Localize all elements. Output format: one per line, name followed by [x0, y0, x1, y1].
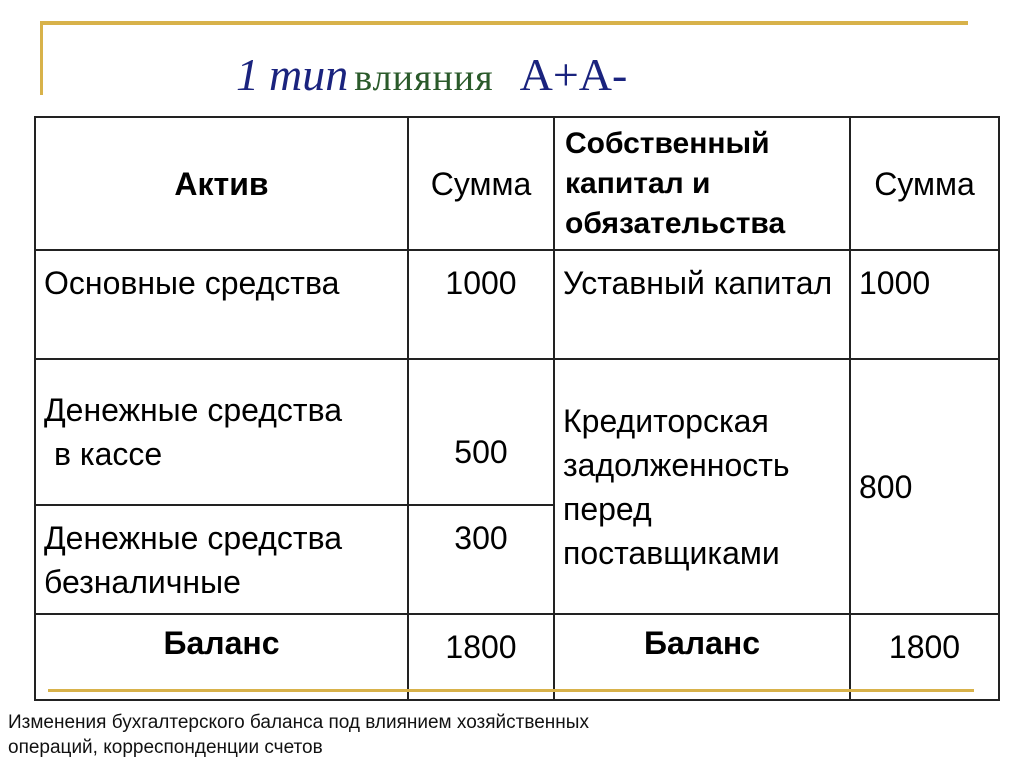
header-asset: Актив	[35, 117, 408, 250]
charter-capital-value: 1000	[850, 250, 999, 359]
table-row	[35, 359, 999, 505]
charter-capital-label: Уставный капитал	[554, 250, 850, 359]
decorative-left-line	[40, 21, 43, 95]
slide-title	[236, 40, 627, 110]
cash-in-hand-value: 500	[408, 359, 554, 505]
fixed-assets-label: Основные средства	[35, 250, 408, 359]
title-word-influence: влияния	[354, 57, 494, 99]
cash-noncash-value: 300	[408, 505, 554, 614]
cash-in-hand-label	[35, 359, 408, 505]
balance-right-value: 1800	[850, 614, 999, 700]
table-header-row	[35, 117, 999, 250]
title-formula: А+А-	[519, 49, 628, 100]
table-row	[35, 250, 999, 359]
header-equity-liabilities: Собственный капитал и обязательства	[554, 117, 850, 250]
fixed-assets-value: 1000	[408, 250, 554, 359]
balance-table	[34, 116, 1000, 701]
decorative-bottom-line	[48, 689, 974, 692]
payables-label: Кредиторская задолженность перед поставщиками	[554, 359, 850, 614]
balance-row	[35, 614, 999, 700]
header-sum-left: Сумма	[408, 117, 554, 250]
cash-in-hand-label-line2: в кассе	[54, 436, 163, 472]
footer-caption: Изменения бухгалтерского баланса под влиянием хозяйственных операций, корреспонденции счетов	[8, 712, 589, 758]
balance-left-value: 1800	[408, 614, 554, 700]
title-number: 1	[236, 49, 259, 100]
title-word-type: тип	[269, 49, 349, 100]
cash-in-hand-label-line1: Денежные средства	[44, 392, 342, 428]
payables-value: 800	[850, 359, 999, 614]
header-sum-right: Сумма	[850, 117, 999, 250]
decorative-top-line	[40, 21, 968, 25]
balance-left-label: Баланс	[35, 614, 408, 700]
cash-noncash-label: Денежные средства безналичные	[35, 505, 408, 614]
balance-right-label: Баланс	[554, 614, 850, 700]
